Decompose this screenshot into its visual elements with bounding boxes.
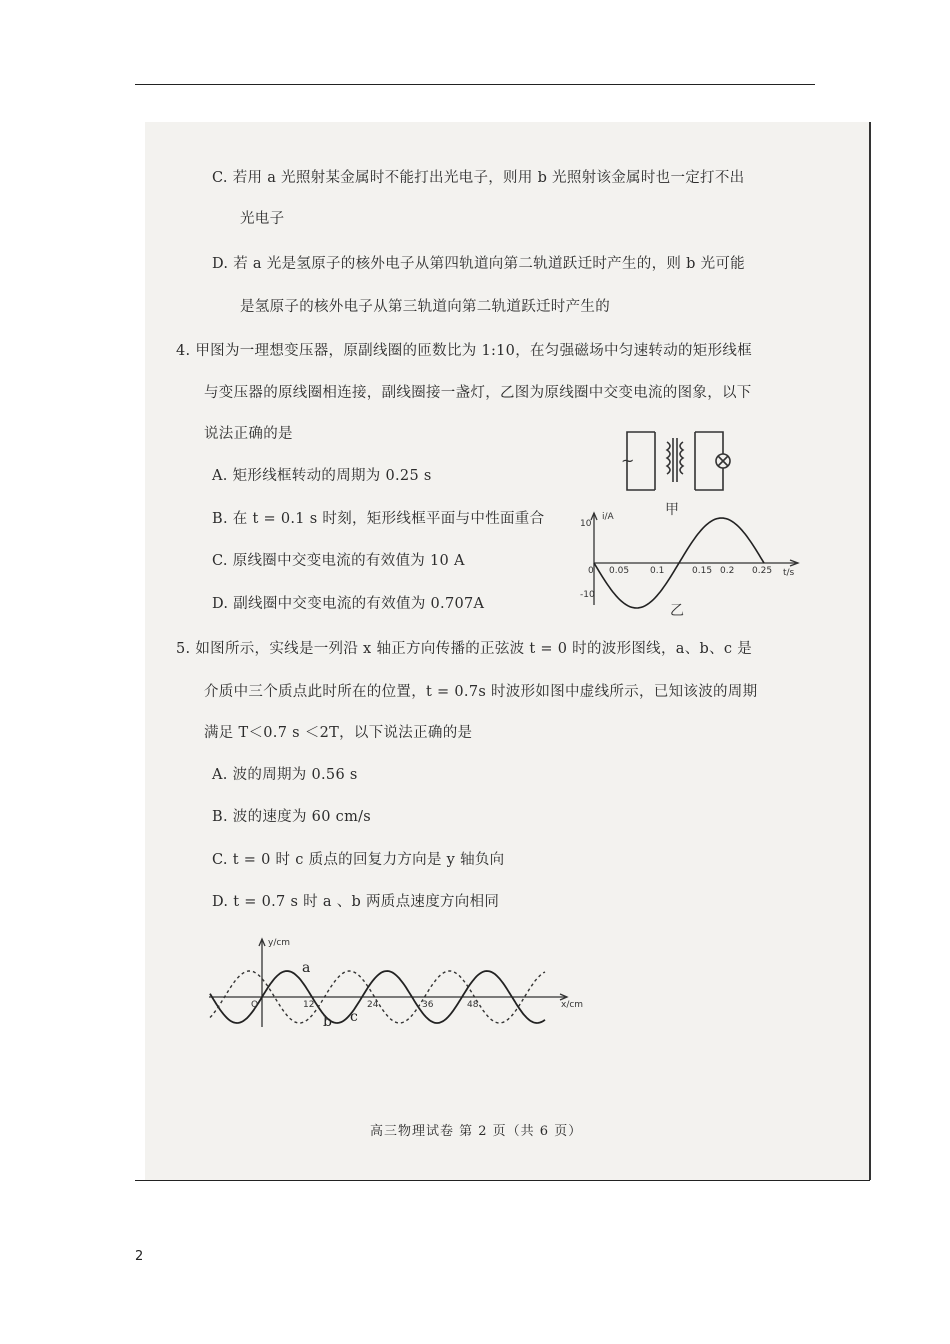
q3-option-d-line1: D. 若 a 光是氢原子的核外电子从第四轨道向第二轨道跃迁时产生的，则 b 光可能	[212, 256, 745, 272]
q3-option-c-line1: C. 若用 a 光照射某金属时不能打出光电子，则用 b 光照射该金属时也一定打不出	[212, 170, 745, 186]
x-tick-label: 0.15	[692, 566, 713, 576]
footer-rule	[135, 1180, 870, 1181]
q4-option-d: D. 副线圈中交变电流的有效值为 0.707A	[212, 596, 485, 612]
page-number: 2	[135, 1249, 144, 1264]
q5-option-c: C. t = 0 时 c 质点的回复力方向是 y 轴负向	[212, 852, 505, 868]
wave-figure	[205, 935, 595, 1035]
q5-option-d: D. t = 0.7 s 时 a 、b 两质点速度方向相同	[212, 894, 500, 910]
x-tick-label: 0.2	[720, 566, 735, 576]
y-axis-label: y/cm	[268, 938, 291, 948]
x-axis-label: t/s	[783, 568, 795, 578]
y-axis-label: i/A	[602, 512, 614, 522]
x-tick-label: 0.25	[752, 566, 773, 576]
x-tick-label: 0.1	[650, 566, 665, 576]
x-tick-label: 12	[303, 1000, 315, 1010]
origin-label: O	[251, 1000, 259, 1010]
point-c-label: c	[350, 1009, 358, 1025]
q5-stem-line3: 满足 T＜0.7 s ＜2T，以下说法正确的是	[204, 725, 473, 741]
x-tick-label: 36	[422, 1000, 434, 1010]
ac-source-symbol: ~	[621, 451, 635, 470]
q3-option-c-line2: 光电子	[240, 211, 285, 227]
q4-option-c: C. 原线圈中交变电流的有效值为 10 A	[212, 553, 465, 569]
y-max-label: 10	[580, 519, 592, 529]
q4-stem-line3: 说法正确的是	[204, 426, 293, 442]
x-tick-label: 48	[467, 1000, 479, 1010]
page-footer: 高三物理试卷 第 2 页（共 6 页）	[370, 1124, 583, 1139]
q4-option-a: A. 矩形线框转动的周期为 0.25 s	[212, 468, 432, 484]
x-axis-label: x/cm	[561, 1000, 584, 1010]
q5-option-a: A. 波的周期为 0.56 s	[212, 767, 358, 783]
q5-option-b: B. 波的速度为 60 cm/s	[212, 809, 372, 825]
y-min-label: -10	[580, 590, 595, 600]
x-tick-label: 0.05	[609, 566, 630, 576]
q4-option-b: B. 在 t = 0.1 s 时刻，矩形线框平面与中性面重合	[212, 511, 545, 527]
q3-option-d-line2: 是氢原子的核外电子从第三轨道向第二轨道跃迁时产生的	[240, 299, 610, 315]
figure-yi-caption: 乙	[670, 603, 684, 619]
current-graph-figure	[580, 505, 810, 620]
header-rule	[135, 84, 815, 85]
q4-stem-line2: 与变压器的原线圈相连接，副线圈接一盏灯，乙图为原线圈中交变电流的图象，以下	[204, 385, 752, 401]
point-a-label: a	[302, 960, 311, 976]
x-tick-label: 24	[367, 1000, 379, 1010]
q5-stem-line1: 5. 如图所示，实线是一列沿 x 轴正方向传播的正弦波 t = 0 时的波形图线，a、b、c 是	[176, 641, 753, 657]
figure-jia-caption: 甲	[665, 502, 679, 518]
point-b-label: b	[323, 1014, 332, 1030]
origin-label: 0	[588, 566, 594, 576]
q5-stem-line2: 介质中三个质点此时所在的位置，t = 0.7s 时波形如图中虚线所示，已知该波的周期	[204, 684, 758, 700]
q4-stem-line1: 4. 甲图为一理想变压器，原副线圈的匝数比为 1:10，在匀强磁场中匀速转动的矩形线框	[176, 343, 753, 359]
